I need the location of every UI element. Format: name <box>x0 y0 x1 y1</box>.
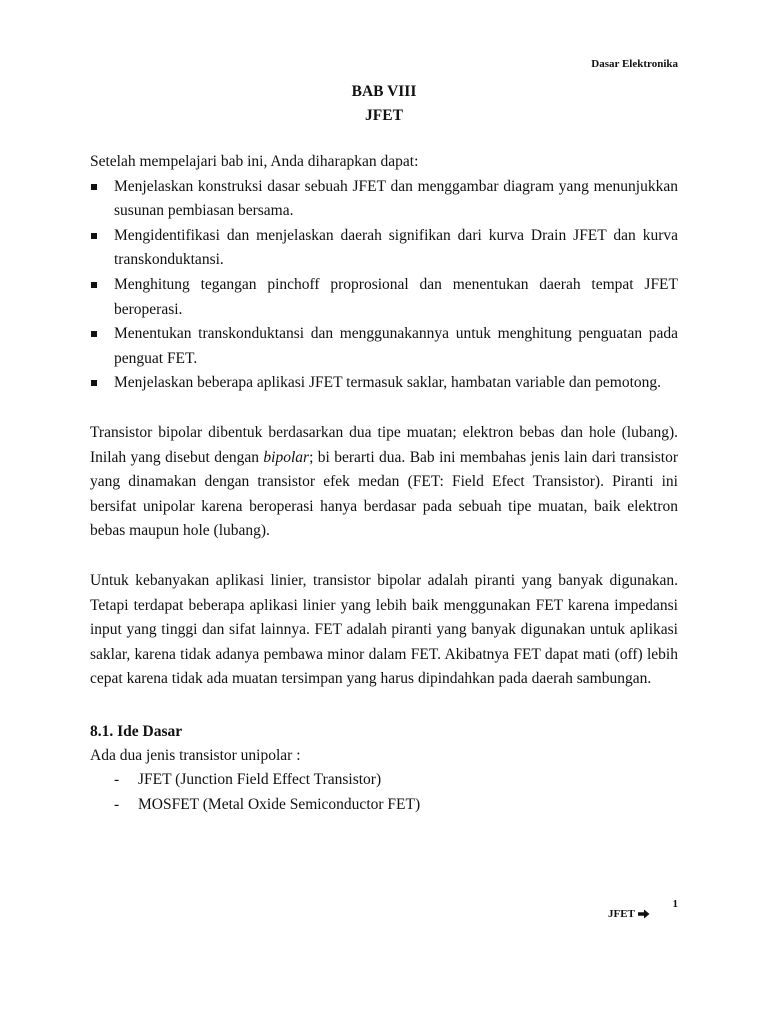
dash-marker: - <box>114 796 120 814</box>
objective-item: Menghitung tegangan pinchoff proprosional dan menentukan daerah tempat JFET beroperasi. <box>90 273 678 322</box>
objective-item: Mengidentifikasi dan menjelaskan daerah signifikan dari kurva Drain JFET dan kurva transkonduktansi. <box>90 224 678 273</box>
paragraph-text: ; bi berarti dua. Bab ini membahas jenis lain dari transistor yang dinamakan dengan transistor efek medan (FET: Field Efect Transistor). Piranti ini bersifat unipolar karena beroperasi hanya berdasar pada sebuah tipe muatan, baik elektron bebas maupun hole (lubang). <box>90 448 678 540</box>
paragraph-bipolar <box>90 421 678 544</box>
chapter-heading <box>0 80 768 128</box>
transistor-types-list <box>90 768 678 817</box>
section-heading: 8.1. Ide Dasar <box>90 722 183 740</box>
paragraph-text: Transistor bipolar dibentuk berdasarkan dua tipe muatan; elektron bebas dan hole (lubang). Inilah yang disebut dengan <box>90 423 678 466</box>
emphasis-bipolar: bipolar <box>263 448 310 466</box>
section-intro: Ada dua jenis transistor unipolar : <box>90 746 301 764</box>
page-number: 1 <box>672 898 678 910</box>
list-item-text: JFET (Junction Field Effect Transistor) <box>138 771 382 789</box>
list-item-text: MOSFET (Metal Oxide Semiconductor FET) <box>138 796 421 814</box>
page-body <box>90 150 678 818</box>
chapter-number: BAB VIII <box>351 83 417 100</box>
chapter-title: JFET <box>365 107 403 124</box>
list-item <box>90 768 678 793</box>
footer-label-text: JFET <box>608 908 635 920</box>
objective-item: Menjelaskan konstruksi dasar sebuah JFET dan menggambar diagram yang menunjukkan susunan pembiasan bersama. <box>90 175 678 224</box>
footer-label <box>608 908 650 920</box>
list-item <box>90 793 678 818</box>
objective-item: Menjelaskan beberapa aplikasi JFET termasuk saklar, hambatan variable dan pemotong. <box>90 371 678 396</box>
paragraph-applications: Untuk kebanyakan aplikasi linier, transistor bipolar adalah piranti yang banyak digunakan. Tetapi terdapat beberapa aplikasi linier yang lebih baik menggunakan FET karena impedansi input yang tinggi dan sifat lainnya. FET adalah piranti yang banyak digunakan untuk aplikasi saklar, karena tidak adanya pembawa minor dalam FET. Akibatnya FET dapat mati (off) lebih cepat karena tidak ada muatan tersimpan yang harus dipindahkan pada daerah sambungan. <box>90 571 678 688</box>
objectives-list <box>90 175 678 396</box>
running-header: Dasar Elektronika <box>591 58 678 70</box>
arrow-right-icon <box>638 909 650 919</box>
dash-marker: - <box>114 771 120 789</box>
objective-item: Menentukan transkonduktansi dan menggunakannya untuk menghitung penguatan pada penguat FET. <box>90 322 678 371</box>
objectives-intro: Setelah mempelajari bab ini, Anda diharapkan dapat: <box>90 153 419 170</box>
